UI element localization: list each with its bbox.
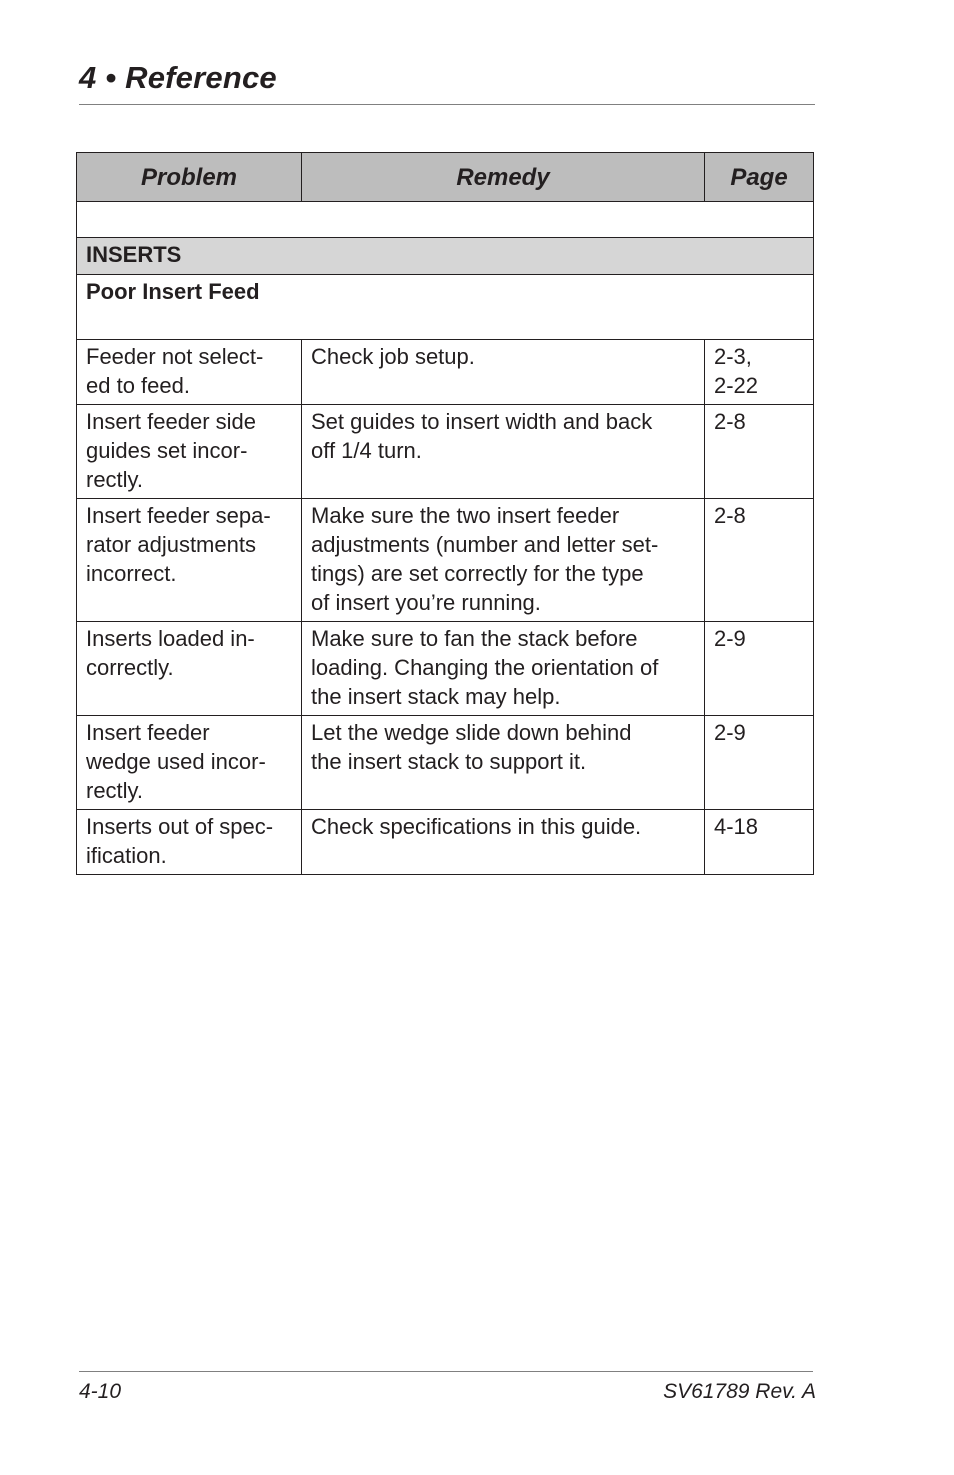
page-cell: 2-8 [705, 405, 814, 499]
problem-cell: Insert feeder sepa- rator adjustments incorrect. [77, 499, 302, 622]
table-row [77, 499, 814, 622]
page-cell: 2-8 [705, 499, 814, 622]
table-row [77, 622, 814, 716]
remedy-cell: Let the wedge slide down behind the insert stack to support it. [302, 716, 705, 810]
table-row [77, 340, 814, 405]
problem-cell: Inserts out of spec- ification. [77, 810, 302, 875]
table-row [77, 405, 814, 499]
page-number: 4-10 [79, 1380, 122, 1403]
spacer-row [77, 202, 814, 238]
section-heading: INSERTS [77, 238, 814, 275]
footer-rule [79, 1371, 813, 1372]
page-cell: 4-18 [705, 810, 814, 875]
problem-cell: Feeder not select- ed to feed. [77, 340, 302, 405]
remedy-cell: Set guides to insert width and back off 1/4 turn. [302, 405, 705, 499]
remedy-cell: Check specifications in this guide. [302, 810, 705, 875]
column-header-page: Page [705, 153, 814, 202]
document-id: SV61789 Rev. A [663, 1380, 816, 1403]
section-row [77, 238, 814, 275]
table-row [77, 810, 814, 875]
problem-cell: Inserts loaded in- correctly. [77, 622, 302, 716]
subsection-row [77, 275, 814, 340]
column-header-remedy: Remedy [302, 153, 705, 202]
remedy-cell: Make sure to fan the stack before loading. Changing the orientation of the insert stack may help. [302, 622, 705, 716]
page-cell: 2-3, 2-22 [705, 340, 814, 405]
remedy-cell: Make sure the two insert feeder adjustments (number and letter set- tings) are set correctly for the type of insert you’re running. [302, 499, 705, 622]
chapter-title: 4 • Reference [79, 60, 277, 95]
problem-cell: Insert feeder wedge used incor- rectly. [77, 716, 302, 810]
table-header-row [77, 153, 814, 202]
header-rule [79, 104, 815, 105]
spacer-cell [77, 202, 814, 238]
subsection-heading: Poor Insert Feed [77, 275, 814, 340]
page-cell: 2-9 [705, 622, 814, 716]
column-header-problem: Problem [77, 153, 302, 202]
troubleshooting-table [76, 152, 814, 875]
remedy-cell: Check job setup. [302, 340, 705, 405]
page-cell: 2-9 [705, 716, 814, 810]
table-row [77, 716, 814, 810]
problem-cell: Insert feeder side guides set incor- rectly. [77, 405, 302, 499]
